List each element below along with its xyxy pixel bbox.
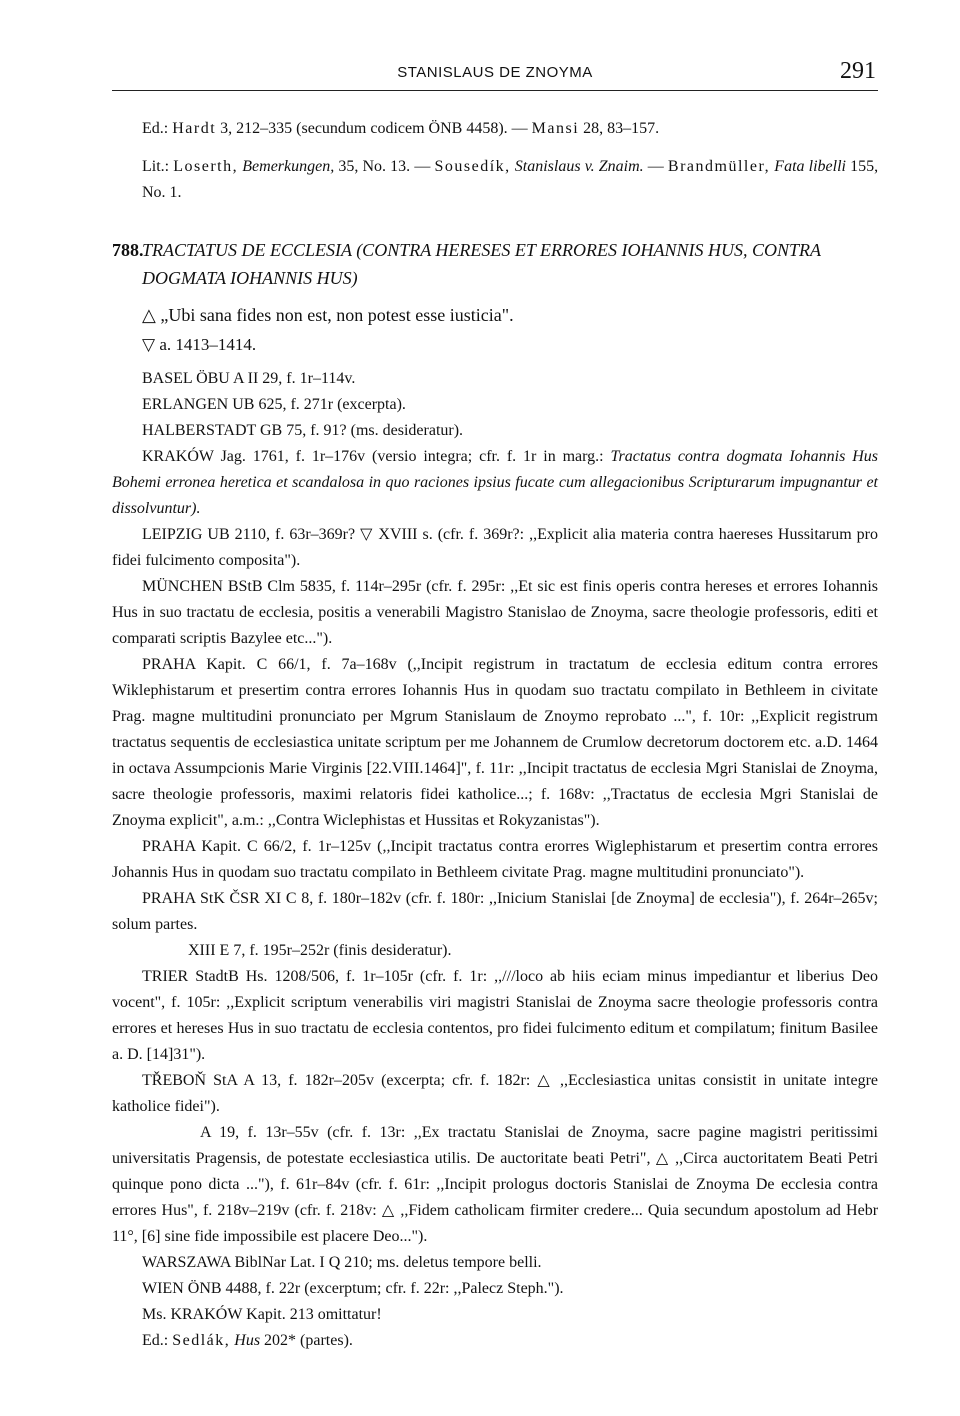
triangle-icon: △ xyxy=(537,1072,553,1089)
manuscript-trebon-a13 xyxy=(112,1068,878,1120)
date-text: a. 1413–1414. xyxy=(159,335,257,354)
leipzig-lead: LEIPZIG UB 2110, f. 63r–369r? xyxy=(142,526,356,543)
author-sousedik: Sousedík, xyxy=(434,158,511,175)
page-body xyxy=(112,116,878,1354)
manuscript-erlangen: ERLANGEN UB 625, f. 271r (excerpta). xyxy=(142,396,406,413)
editor-hardt: Hardt xyxy=(172,120,217,137)
literature-ref-3: 155, No. 1. xyxy=(142,158,879,201)
author-brandmueller: Brandmüller, xyxy=(667,158,771,175)
krakow-lead: KRAKÓW Jag. 1761, f. 1r–176v (versio integra; cfr. f. 1r in marg.: xyxy=(142,448,604,465)
manuscript-halberstadt: HALBERSTADT GB 75, f. 91? (ms. desideratur). xyxy=(142,422,464,439)
trebon-a13-rest: ,,Ecclesiastica unitas consistit in unitate integre katholice fidei"). xyxy=(112,1072,879,1115)
manuscript-trebon-a19 xyxy=(112,1120,878,1250)
page-number: 291 xyxy=(840,58,876,84)
trebon-a19-end: ,,Fidem catholicam firmiter credere... Quia secundum apostolum ad Hebr 11°, [6] sine fide impossibile est placere Deo..."). xyxy=(112,1202,879,1245)
edition-label: Ed.: xyxy=(142,1332,169,1349)
date-line xyxy=(112,330,878,360)
edition-sedlak xyxy=(112,1328,878,1354)
manuscript-praha-stk: PRAHA StK ČSR XI C 8, f. 180r–182v (cfr. f. 180r: ,,Inicium Stanislai [de Znoyma] de ecclesia"), f. 264r–265v; solum partes. xyxy=(112,890,878,933)
trebon-a19-mid: ,,Circa auctoritatem Beati Petri quinque pono dicta ..."), f. 61r–84v (cfr. f. 61r: ,,Incipit prologus doctoris Stanislai de Znoyma De ecclesia contra errores Hus", f. 218v–219v (cfr. f. 218v: xyxy=(112,1150,879,1219)
literature-dash: — xyxy=(647,158,664,175)
manuscript-basel: BASEL ÖBU A II 29, f. 1r–114v. xyxy=(142,370,356,387)
manuscript-warszawa: WARSZAWA BiblNar Lat. I Q 210; ms. deletus tempore belli. xyxy=(142,1254,542,1271)
krakow-marginal-title: Tractatus contra dogmata Iohannis Hus Bohemi erronea heretica et scandalosa in quo raciones ipsius fucate cum allegacionibus Scripturarum impugnantur et dissolvuntur). xyxy=(112,448,878,517)
work-hus: Hus xyxy=(234,1332,261,1349)
manuscript-praha-c66-1: PRAHA Kapit. C 66/1, f. 7a–168v (,,Incipit registrum in tractatum de ecclesia editum contra errores Wiklephistarum et presertim contra errores Iohannis Hus in quodam suo tractatu compilato in Bethleem in civitate Prag. magne multitudini pronunciato per Mgrum Stanislaum de Znoymo reprobato ...", f. 10r: ,,Explicit registrum tractatus sequentis de ecclesiastica unitate scriptum per me Johannem de Crumlow decretorum doctorem etc. a.D. 1464 in octava Assumpcionis Marie Virginis [22.VIII.1464]", f. 11r: ,,Incipit tractatus de ecclesia Mgri Stanislai de Znoyma, sacre theologie professoris, maximi relatoris fidei katholice...; f. 168v: ,,Tractatus de ecclesia Mgri Stanislai de Znoyma explicit", a.m.: ,,Contra Wiclephistas et Hussitas et Rokyzanistas"). xyxy=(112,656,878,829)
edition-ref: 202* (partes). xyxy=(264,1332,353,1349)
work-stanislaus: Stanislaus v. Znaim. xyxy=(514,158,644,175)
manuscript-leipzig xyxy=(112,522,878,574)
entry-number: 788. xyxy=(112,240,144,260)
editions-label: Ed.: xyxy=(142,120,169,137)
running-title: STANISLAUS DE ZNOYMA xyxy=(397,64,593,81)
triangle-icon: △ xyxy=(381,1202,396,1219)
author-loserth: Loserth, xyxy=(173,158,239,175)
editions-ref-1: 3, 212–335 (secundum codicem ÖNB 4458). — xyxy=(220,120,528,137)
trebon-a13-lead: TŘEBOŇ StA A 13, f. 182r–205v (excerpta; cfr. f. 182r: xyxy=(142,1072,531,1089)
manuscript-praha-c66-2: PRAHA Kapit. C 66/2, f. 1r–125v (,,Incipit tractatus contra erorres Wiglephistarum et presertim contra errores Johannis Hus in quodam suo tractatu compilato in Bethleem civitate Prag. magne multitudini pronunciato"). xyxy=(112,838,878,881)
manuscript-muenchen: MÜNCHEN BStB Clm 5835, f. 114r–295r (cfr. f. 295r: ,,Et sic est finis operis contra hereses et errores Iohannis Hus in suo tractatu de ecclesia, positis a venerabili Magistro Stanislao de Znoyma, sacre theologie professoris, editi et comparati scriptis Bazylee etc..."). xyxy=(112,578,878,647)
work-bemerkungen: Bemerkungen, xyxy=(242,158,335,175)
manuscript-krakow-kapit: Ms. KRAKÓW Kapit. 213 omittatur! xyxy=(142,1306,382,1323)
incipit-triangle-icon: △ xyxy=(142,305,156,325)
entry-title: TRACTATUS DE ECCLESIA (CONTRA HERESES ET ERRORES IOHANNIS HUS, CONTRA DOGMATA IOHANNIS HUS) xyxy=(142,240,821,288)
date-triangle-down-icon: ▽ xyxy=(142,335,156,354)
manuscript-krakow xyxy=(112,444,878,522)
triangle-down-icon: ▽ xyxy=(360,526,374,543)
spacer xyxy=(112,206,878,232)
literature-label: Lit.: xyxy=(142,158,170,175)
editions-line xyxy=(142,116,878,142)
incipit-text: „Ubi sana fides non est, non potest esse iusticia". xyxy=(160,305,514,325)
entry-heading xyxy=(112,236,878,292)
literature-line xyxy=(142,154,878,206)
running-header xyxy=(112,58,878,91)
incipit-line xyxy=(112,300,878,330)
editor-sedlak: Sedlák, xyxy=(172,1332,231,1349)
work-fata-libelli: Fata libelli xyxy=(774,158,846,175)
manuscript-trier: TRIER StadtB Hs. 1208/506, f. 1r–105r (cfr. f. 1r: ,,///loco ab hiis eciam minus impediantur et liberius Deo vocent", f. 105r: ,,Explicit scriptum venerabilis viri magistri Stanislai de Znoyma sacre theologie professoris contra errores et hereses Hus in suo tractatu de ecclesia contentos, pro fidei fulcimento editum et compilatum; finitum Basilee a. D. [14]31"). xyxy=(112,968,878,1063)
editor-mansi: Mansi xyxy=(531,120,580,137)
manuscript-praha-xiii-e7: XIII E 7, f. 195r–252r (finis desideratur). xyxy=(188,942,452,959)
leipzig-rest: XVIII s. (cfr. f. 369r?: ,,Explicit alia materia contra haereses Hussitarum pro fidei fulcimento composita"). xyxy=(112,526,879,569)
manuscript-wien: WIEN ÖNB 4488, f. 22r (excerptum; cfr. f. 22r: ,,Palecz Steph."). xyxy=(142,1280,564,1297)
literature-ref-1: 35, No. 13. — xyxy=(338,158,431,175)
spacer xyxy=(142,142,878,154)
trebon-a19-lead: A 19, f. 13r–55v (cfr. f. 13r: ,,Ex tractatu Stanislai de Znoyma, sacre pagine magistri peritissimi universitatis Pragensis, de potestate ecclesiastica utilis. De auctoritate beati Petri", xyxy=(112,1124,878,1167)
triangle-icon: △ xyxy=(655,1150,670,1167)
editions-ref-2: 28, 83–157. xyxy=(583,120,660,137)
editions-block xyxy=(112,116,878,206)
